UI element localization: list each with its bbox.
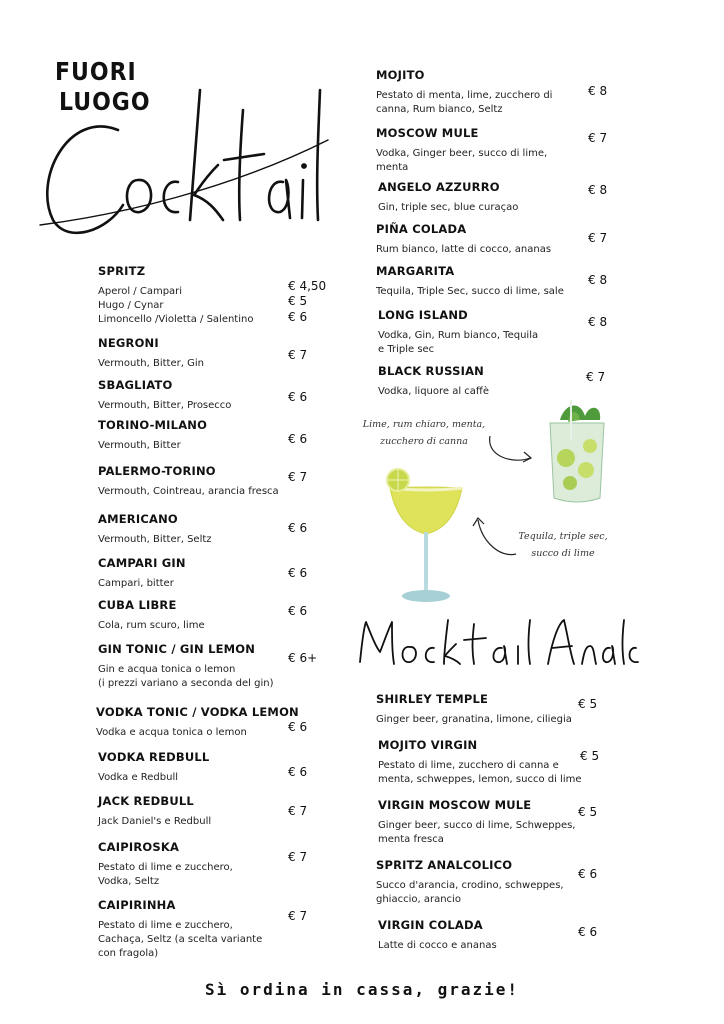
menu-item-negroni (98, 336, 204, 371)
item-name: PALERMO-TORINO (98, 464, 216, 478)
item-price: € 6 (578, 867, 598, 881)
item-description-line: Vodka e Redbull (98, 772, 179, 783)
menu-item-vodka-tonic-vodka-lemon (96, 705, 299, 740)
item-description (98, 439, 207, 453)
item-description-line: Vodka, Seltz (98, 876, 160, 887)
mojito-glass-illustration (540, 398, 615, 508)
item-price: € 7 (288, 804, 308, 818)
item-name: MOJITO VIRGIN (378, 738, 478, 752)
menu-item-americano (98, 512, 212, 547)
item-name: CAIPIROSKA (98, 840, 180, 854)
item-description-line: (i prezzi variano a seconda del gin) (98, 678, 274, 689)
item-description-line: Limoncello /Violetta / Salentino (98, 314, 254, 325)
menu-item-pina-colada (376, 222, 551, 257)
item-description-line: Ginger beer, succo di lime, Schweppes, (378, 820, 576, 831)
item-description-line: Vodka, liquore al caffè (378, 386, 489, 397)
item-price: € 8 (588, 315, 608, 329)
margarita-note (508, 528, 618, 562)
item-description-line: canna, Rum bianco, Seltz (376, 104, 503, 115)
item-name: SHIRLEY TEMPLE (376, 692, 489, 706)
item-name: GIN TONIC / GIN LEMON (98, 642, 256, 656)
item-price: € 5 (578, 805, 598, 819)
menu-item-campari-gin (98, 556, 186, 591)
item-price: € 7 (586, 370, 606, 384)
menu-item-black-russian (378, 364, 489, 399)
item-description (376, 713, 572, 727)
item-description (98, 815, 211, 829)
item-description-line: Hugo / Cynar (98, 300, 164, 311)
item-description (98, 357, 204, 371)
menu-item-virgin-colada (378, 918, 497, 953)
item-description-line: Vodka, Ginger beer, succo di lime, (376, 148, 548, 159)
item-name: MARGARITA (376, 264, 455, 278)
arrow-icon (486, 430, 536, 466)
menu-item-caipiroska (98, 840, 233, 889)
item-description-line: menta, schweppes, lemon, succo di lime (378, 774, 582, 785)
item-description (98, 485, 279, 499)
item-name: LONG ISLAND (378, 308, 468, 322)
item-description (98, 533, 212, 547)
item-name: JACK REDBULL (98, 794, 194, 808)
brand-line-2: LUOGO (59, 88, 151, 117)
item-name: VODKA REDBULL (98, 750, 210, 764)
item-name: BLACK RUSSIAN (378, 364, 484, 378)
item-description-line: menta (376, 162, 409, 173)
item-description-line: ghiaccio, arancio (376, 894, 461, 905)
menu-item-cuba-libre (98, 598, 205, 633)
item-description-line: Pestato di lime, zucchero di canna e (378, 760, 559, 771)
item-description (376, 879, 564, 907)
item-description-line: Campari, bitter (98, 578, 174, 589)
item-description (98, 577, 186, 591)
item-description-line: Vermouth, Bitter, Gin (98, 358, 204, 369)
item-description-line: Vodka e acqua tonica o lemon (96, 727, 247, 738)
item-name: MOJITO (376, 68, 425, 82)
item-description-line: Gin, triple sec, blue curaçao (378, 202, 519, 213)
item-price: € 5 (580, 749, 600, 763)
item-price: € 8 (588, 183, 608, 197)
item-description-line: Tequila, Triple Sec, succo di lime, sale (376, 286, 564, 297)
item-price: € 6 (288, 390, 308, 404)
item-name: VODKA TONIC / VODKA LEMON (96, 705, 299, 719)
item-description-line: Vodka, Gin, Rum bianco, Tequila (378, 330, 539, 341)
mojito-note-line-2: zucchero di canna (380, 436, 468, 447)
item-description-line: Rum bianco, latte di cocco, ananas (376, 244, 552, 255)
item-description-line: Gin e acqua tonica o lemon (98, 664, 236, 675)
item-description-line: Pestato di lime e zucchero, (98, 920, 233, 931)
item-name: SBAGLIATO (98, 378, 173, 392)
item-price: € 6 (288, 566, 308, 580)
item-description-line: menta fresca (378, 834, 444, 845)
item-description-line: Jack Daniel's e Redbull (98, 816, 212, 827)
margarita-glass-illustration (384, 466, 468, 612)
item-description (376, 89, 552, 117)
item-description-line: Pestato di menta, lime, zucchero di (376, 90, 553, 101)
menu-item-mojito-virgin (378, 738, 582, 787)
item-name: MOSCOW MULE (376, 126, 479, 140)
item-price: € 6 (288, 521, 308, 535)
menu-item-jack-redbull (98, 794, 211, 829)
menu-item-mojito (376, 68, 552, 117)
item-description (98, 919, 262, 961)
item-description-line: Ginger beer, granatina, limone, ciliegia (376, 714, 572, 725)
item-description-line: Cola, rum scuro, lime (98, 620, 205, 631)
item-description (98, 399, 231, 413)
item-name: SPRITZ ANALCOLICO (376, 858, 513, 872)
footer-note: Sì ordina in cassa, grazie! (204, 980, 520, 999)
item-price: € 8 (588, 273, 608, 287)
item-name: PIÑA COLADA (376, 222, 467, 236)
item-description (98, 861, 233, 889)
cocktail-script-title (28, 70, 338, 260)
item-description (98, 663, 274, 691)
menu-item-moscow-mule (376, 126, 547, 175)
item-price: € 5 (288, 294, 308, 308)
item-description (98, 771, 209, 785)
menu-item-angelo-azzurro (378, 180, 518, 215)
menu-item-virgin-moscow-mule (378, 798, 575, 847)
item-price: € 4,50 (288, 279, 327, 293)
item-price: € 6 (578, 925, 598, 939)
item-name: VIRGIN COLADA (378, 918, 483, 932)
menu-item-long-island (378, 308, 538, 357)
menu-item-gin-tonic-gin-lemon (98, 642, 274, 691)
item-description (378, 385, 489, 399)
item-price: € 6 (288, 765, 308, 779)
item-description-line: Vermouth, Cointreau, arancia fresca (98, 486, 279, 497)
item-description-line: con fragola) (98, 948, 159, 959)
item-price: € 7 (588, 131, 608, 145)
item-description-line: Cachaça, Seltz (a scelta variante (98, 934, 263, 945)
item-price: € 7 (288, 850, 308, 864)
menu-item-caipirinha (98, 898, 262, 961)
menu-item-shirley-temple (376, 692, 572, 727)
arrow-icon (470, 512, 520, 560)
menu-item-spritz-analcolico (376, 858, 564, 907)
item-description (376, 147, 547, 175)
item-description-line: Vermouth, Bitter, Seltz (98, 534, 212, 545)
item-description-line: Pestato di lime e zucchero, (98, 862, 233, 873)
item-price: € 7 (288, 470, 308, 484)
item-name: TORINO-MILANO (98, 418, 208, 432)
item-description (376, 243, 551, 257)
item-description-line: Aperol / Campari (98, 286, 183, 297)
item-description (376, 285, 564, 299)
item-name: CUBA LIBRE (98, 598, 177, 612)
item-description (98, 285, 253, 327)
item-price: € 6 (288, 432, 308, 446)
item-name: CAMPARI GIN (98, 556, 186, 570)
item-name: SPRITZ (98, 264, 146, 278)
item-price: € 7 (288, 348, 308, 362)
item-price: € 6 (288, 604, 308, 618)
item-description (378, 329, 538, 357)
menu-item-margarita (376, 264, 564, 299)
mojito-note (362, 416, 486, 450)
menu-item-spritz (98, 264, 253, 327)
item-description (378, 201, 518, 215)
item-name: ANGELO AZZURRO (378, 180, 500, 194)
item-description-line: e Triple sec (378, 344, 435, 355)
margarita-note-line-2: succo di lime (531, 548, 595, 559)
item-price: € 6 (288, 310, 308, 324)
menu-item-palermo-torino (98, 464, 279, 499)
menu-item-vodka-redbull (98, 750, 209, 785)
item-name: VIRGIN MOSCOW MULE (378, 798, 532, 812)
item-price: € 7 (588, 231, 608, 245)
mojito-note-line-1: Lime, rum chiaro, menta, (362, 419, 486, 430)
item-price: € 6 (288, 720, 308, 734)
item-name: AMERICANO (98, 512, 178, 526)
item-price: € 6+ (288, 651, 318, 665)
brand-line-1: FUORI (55, 58, 137, 87)
menu-item-sbagliato (98, 378, 231, 413)
item-name: CAIPIRINHA (98, 898, 176, 912)
item-description (378, 819, 575, 847)
item-description (378, 759, 582, 787)
item-description-line: Vermouth, Bitter, Prosecco (98, 400, 232, 411)
mocktail-script-title (352, 612, 642, 682)
item-description (378, 939, 497, 953)
item-name: NEGRONI (98, 336, 159, 350)
item-price: € 5 (578, 697, 598, 711)
item-price: € 8 (588, 84, 608, 98)
margarita-note-line-1: Tequila, triple sec, (518, 531, 608, 542)
item-description-line: Vermouth, Bitter (98, 440, 181, 451)
item-description (96, 726, 299, 740)
menu-item-torino-milano (98, 418, 207, 453)
item-description (98, 619, 205, 633)
item-description-line: Succo d'arancia, crodino, schweppes, (376, 880, 564, 891)
item-description-line: Latte di cocco e ananas (378, 940, 497, 951)
item-price: € 7 (288, 909, 308, 923)
